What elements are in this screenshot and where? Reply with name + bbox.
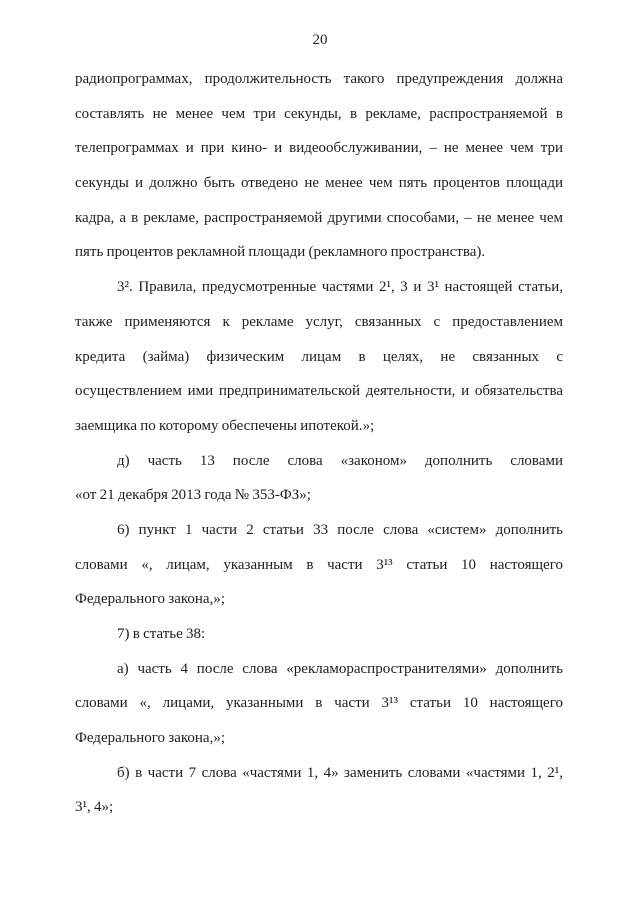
text-line: б) в части 7 слова «частями 1, 4» заменить словами «частями 1, 2¹, <box>117 764 563 781</box>
text-line: 3². Правила, предусмотренные частями 2¹, 3 и 3¹ настоящей статьи, <box>117 279 563 296</box>
text-line: кадра, а в рекламе, распространяемой другими способами, – не менее чем <box>75 209 563 226</box>
text-line: радиопрограммах, продолжительность такого предупреждения должна <box>75 71 563 87</box>
text-line: пять процентов рекламной площади (рекламного пространства). <box>75 244 486 261</box>
paragraph-subpoint-a <box>75 652 563 756</box>
paragraph-part-3-2 <box>75 270 563 443</box>
text-line: составлять не менее чем три секунды, в рекламе, распространяемой в <box>75 105 563 122</box>
text-line: д) часть 13 после слова «законом» дополнить словами <box>117 452 563 469</box>
text-line: также применяются к рекламе услуг, связанных с предоставлением <box>75 313 563 330</box>
paragraph-point-7 <box>75 617 563 652</box>
text-line: кредита (займа) физическим лицам в целях, не связанных с <box>75 348 563 365</box>
text-line: 6) пункт 1 части 2 статьи 33 после слова «систем» дополнить <box>117 521 563 538</box>
text-line: 3¹, 4»; <box>75 799 114 816</box>
text-line: словами «, лицами, указанными в части 3¹³ статьи 10 настоящего <box>75 695 563 712</box>
text-line: заемщика по которому обеспечены ипотекой.»; <box>75 417 375 434</box>
text-line: «от 21 декабря 2013 года № 353-ФЗ»; <box>75 487 311 504</box>
text-line: телепрограммах и при кино- и видеообслуживании, – не менее чем три <box>75 140 563 157</box>
paragraph-point-6 <box>75 513 563 617</box>
text-line: 7) в статье 38: <box>117 626 206 642</box>
page-number: 20 <box>312 32 328 48</box>
text-line: словами «, лицам, указанным в части 3¹³ статьи 10 настоящего <box>75 556 563 573</box>
text-line: Федерального закона,»; <box>75 591 225 608</box>
paragraph-subpoint-b <box>75 756 563 825</box>
paragraph-subpoint-d <box>75 444 563 513</box>
text-line: Федерального закона,»; <box>75 730 225 747</box>
text-line: а) часть 4 после слова «рекламораспространителями» дополнить <box>117 660 563 677</box>
text-line: секунды и должно быть отведено не менее чем пять процентов площади <box>75 175 563 192</box>
text-line: осуществлением ими предпринимательской деятельности, и обязательства <box>75 383 563 400</box>
paragraph-continuation <box>75 62 563 270</box>
document-body <box>75 62 563 825</box>
